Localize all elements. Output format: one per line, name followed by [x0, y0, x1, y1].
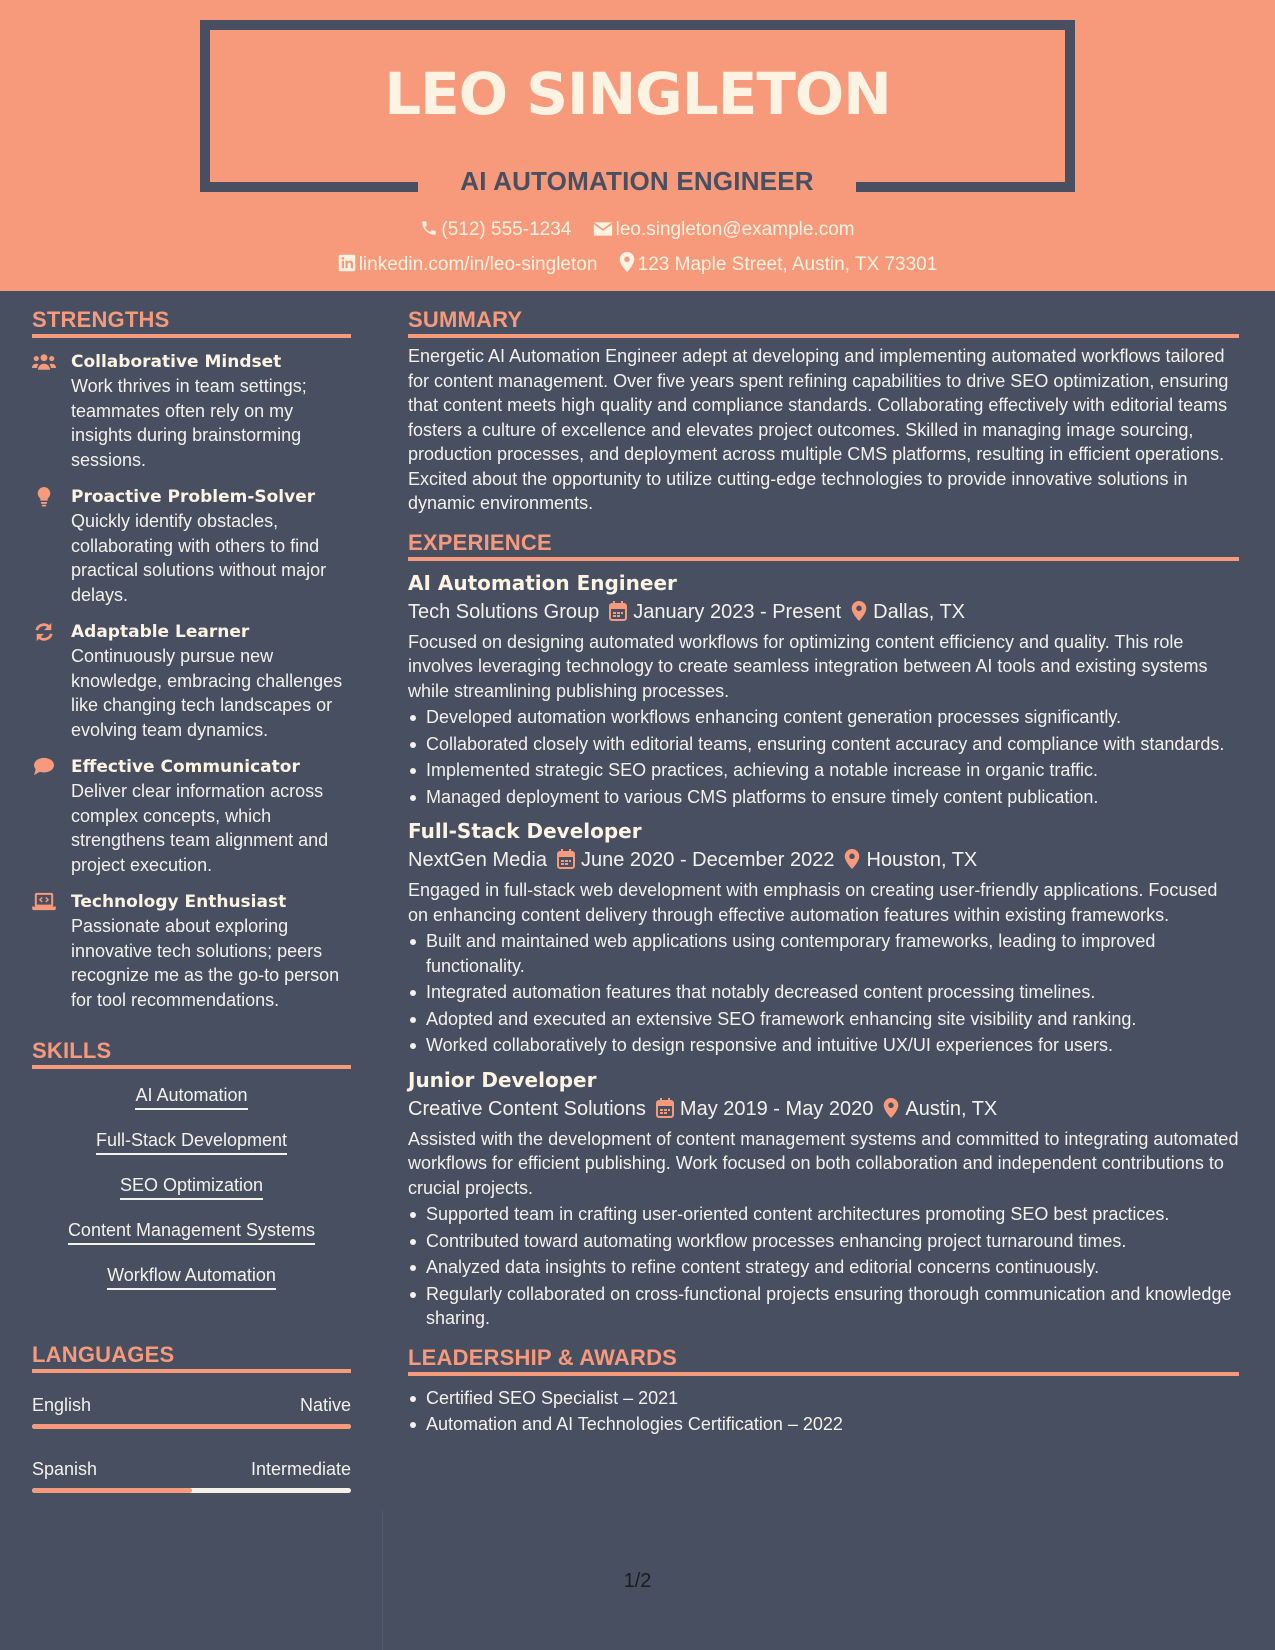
languages-title: LANGUAGES	[32, 1342, 351, 1373]
candidate-name: LEO SINGLETON	[384, 60, 891, 128]
job-dates: June 2020 - December 2022	[580, 849, 835, 871]
page-number: 1/2	[623, 1570, 652, 1592]
job-dates: January 2023 - Present	[633, 600, 842, 623]
job-bullets	[408, 929, 1239, 1058]
strength-title: Effective Communicator	[71, 757, 300, 777]
contact-line-1	[0, 219, 1275, 241]
job-entry	[408, 569, 1239, 810]
job-title: Full-Stack Developer	[408, 819, 642, 843]
linkedin-link[interactable]: linkedin.com/in/leo-singleton	[358, 254, 598, 275]
strength-item	[32, 890, 351, 1012]
skill-tag: SEO Optimization	[120, 1173, 263, 1200]
job-title: AI Automation Engineer	[408, 570, 677, 595]
phone-icon	[420, 219, 438, 237]
job-company: Tech Solutions Group	[408, 600, 600, 623]
strength-desc: Quickly identify obstacles, collaborating with others to find practical solutions without major delays.	[71, 511, 327, 605]
lightbulb-icon	[32, 487, 56, 507]
strengths-title: STRENGTHS	[32, 307, 351, 338]
job-location: Dallas, TX	[873, 600, 966, 623]
strength-item	[32, 755, 351, 877]
skills-list	[32, 1083, 351, 1290]
right-column	[408, 291, 1239, 1439]
calendar-icon	[656, 1098, 674, 1118]
language-bar-fill	[32, 1424, 351, 1429]
candidate-role: AI AUTOMATION ENGINEER	[460, 166, 814, 196]
job-desc: Assisted with the development of content management systems and committed to integrating automated workflows for efficient publishing. Work focused on both collaboration and independent contributions to crucial projects.	[408, 1128, 1239, 1198]
strength-desc: Work thrives in team settings; teammates often rely on my insights during brainstorming sessions.	[71, 376, 307, 470]
job-dates: May 2019 - May 2020	[679, 1097, 874, 1120]
email-link[interactable]: leo.singleton@example.com	[615, 219, 855, 240]
language-item	[32, 1395, 351, 1429]
contact-line-2	[0, 252, 1275, 276]
list-item: Developed automation workflows enhancing content generation processes significantly.	[408, 705, 1239, 730]
experience-title: EXPERIENCE	[408, 530, 1239, 561]
job-meta	[408, 597, 1239, 627]
list-item: Managed deployment to various CMS platforms to ensure timely content publication.	[408, 785, 1239, 810]
job-meta	[408, 1094, 1239, 1124]
skill-tag: AI Automation	[135, 1083, 247, 1110]
strength-desc: Passionate about exploring innovative tech solutions; peers recognize me as the go-to person for tool recommendations.	[71, 916, 340, 1010]
language-item	[32, 1459, 351, 1493]
job-location: Houston, TX	[866, 849, 978, 871]
strength-item	[32, 485, 351, 607]
address-item	[619, 252, 938, 276]
skill-tag: Workflow Automation	[107, 1263, 276, 1290]
job-entry	[408, 1066, 1239, 1331]
language-level: Native	[299, 1395, 351, 1415]
language-bar	[32, 1424, 351, 1429]
job-bullets	[408, 1202, 1239, 1331]
address-text: 123 Maple Street, Austin, TX 73301	[637, 254, 938, 275]
list-item: Contributed toward automating workflow processes enhancing project turnaround times.	[408, 1229, 1239, 1254]
phone-text[interactable]: (512) 555-1234	[441, 219, 572, 240]
skill-tag: Full-Stack Development	[96, 1128, 287, 1155]
job-desc: Engaged in full-stack web development with emphasis on creating user-friendly applications. Focused on enhancing content delivery through effective automation features within existing frameworks.	[408, 880, 1218, 925]
strength-desc: Deliver clear information across complex concepts, which strengthens team alignment and project execution.	[71, 781, 329, 875]
job-meta	[408, 845, 1239, 875]
refresh-icon	[32, 622, 56, 642]
job-location: Austin, TX	[905, 1097, 998, 1120]
language-name: Spanish	[32, 1459, 98, 1479]
strength-title: Technology Enthusiast	[71, 892, 287, 912]
phone-item	[420, 219, 571, 241]
users-icon	[32, 352, 56, 372]
list-item: Adopted and executed an extensive SEO framework enhancing site visibility and ranking.	[408, 1007, 1239, 1032]
strength-item	[32, 350, 351, 472]
job-company: NextGen Media	[408, 849, 547, 871]
job-company: Creative Content Solutions	[408, 1097, 646, 1120]
linkedin-icon	[338, 254, 356, 272]
strength-desc: Continuously pursue new knowledge, embracing challenges like changing tech landscapes or evolving team dynamics.	[71, 646, 343, 740]
list-item: Collaborated closely with editorial teams, ensuring content accuracy and compliance with standards.	[408, 732, 1239, 757]
envelope-icon	[593, 221, 613, 237]
list-item: Integrated automation features that notably decreased content processing timelines.	[408, 980, 1239, 1005]
language-bar	[32, 1488, 351, 1493]
list-item: Supported team in crafting user-oriented content architectures promoting SEO best practices.	[408, 1202, 1239, 1227]
list-item: Automation and AI Technologies Certification – 2022	[408, 1412, 1239, 1437]
strength-title: Adaptable Learner	[71, 622, 250, 642]
list-item: Built and maintained web applications using contemporary frameworks, leading to improved functionality.	[408, 929, 1239, 978]
list-item: Analyzed data insights to refine content strategy and editorial concerns continuously.	[408, 1255, 1239, 1280]
summary-text: Energetic AI Automation Engineer adept at developing and implementing automated workflows tailored for content management. Over five years spent refining capabilities to drive SEO optimization, ensuring that content meets high quality and compliance standards. Collaborating effectively with editorial teams fosters a culture of excellence and elevates project outcomes. Skilled in managing image sourcing, production processes, and deployment across multiple CMS platforms, resulting in efficient operations. Excited about the opportunity to utilize cutting-edge technologies to provide innovative solutions in dynamic environments.	[408, 346, 1229, 513]
strength-title: Proactive Problem-Solver	[71, 487, 316, 507]
summary-title: SUMMARY	[408, 307, 1239, 338]
awards-list	[408, 1386, 1239, 1437]
job-title: Junior Developer	[408, 1067, 597, 1092]
email-item	[593, 219, 855, 241]
list-item: Certified SEO Specialist – 2021	[408, 1386, 1239, 1411]
calendar-icon	[609, 601, 627, 621]
strength-title: Collaborative Mindset	[71, 352, 282, 372]
calendar-icon	[557, 849, 575, 869]
laptop-code-icon	[32, 892, 56, 912]
map-pin-icon	[883, 1098, 899, 1118]
left-column	[32, 291, 351, 1493]
linkedin-item	[338, 254, 598, 276]
map-pin-icon	[851, 601, 867, 621]
strength-item	[32, 620, 351, 742]
awards-title: LEADERSHIP & AWARDS	[408, 1345, 1239, 1376]
chat-bubble-icon	[32, 757, 56, 777]
list-item: Worked collaboratively to design responsive and intuitive UX/UI experiences for users.	[408, 1033, 1239, 1058]
list-item: Implemented strategic SEO practices, achieving a notable increase in organic traffic.	[408, 758, 1239, 783]
job-desc: Focused on designing automated workflows for optimizing content efficiency and quality. This role involves leveraging technology to create seamless integration between AI tools and existing systems while streamlining publishing processes.	[408, 631, 1208, 701]
map-pin-icon	[619, 252, 635, 272]
language-bar-fill	[32, 1488, 192, 1493]
job-bullets	[408, 705, 1239, 809]
language-name: English	[32, 1395, 92, 1415]
skill-tag: Content Management Systems	[68, 1218, 315, 1245]
map-pin-icon	[844, 849, 860, 869]
language-level: Intermediate	[250, 1459, 351, 1479]
list-item: Regularly collaborated on cross-functional projects ensuring thorough communication and knowledge sharing.	[408, 1282, 1239, 1331]
job-entry	[408, 817, 1239, 1058]
skills-title: SKILLS	[32, 1038, 351, 1069]
resume-header	[0, 0, 1275, 291]
